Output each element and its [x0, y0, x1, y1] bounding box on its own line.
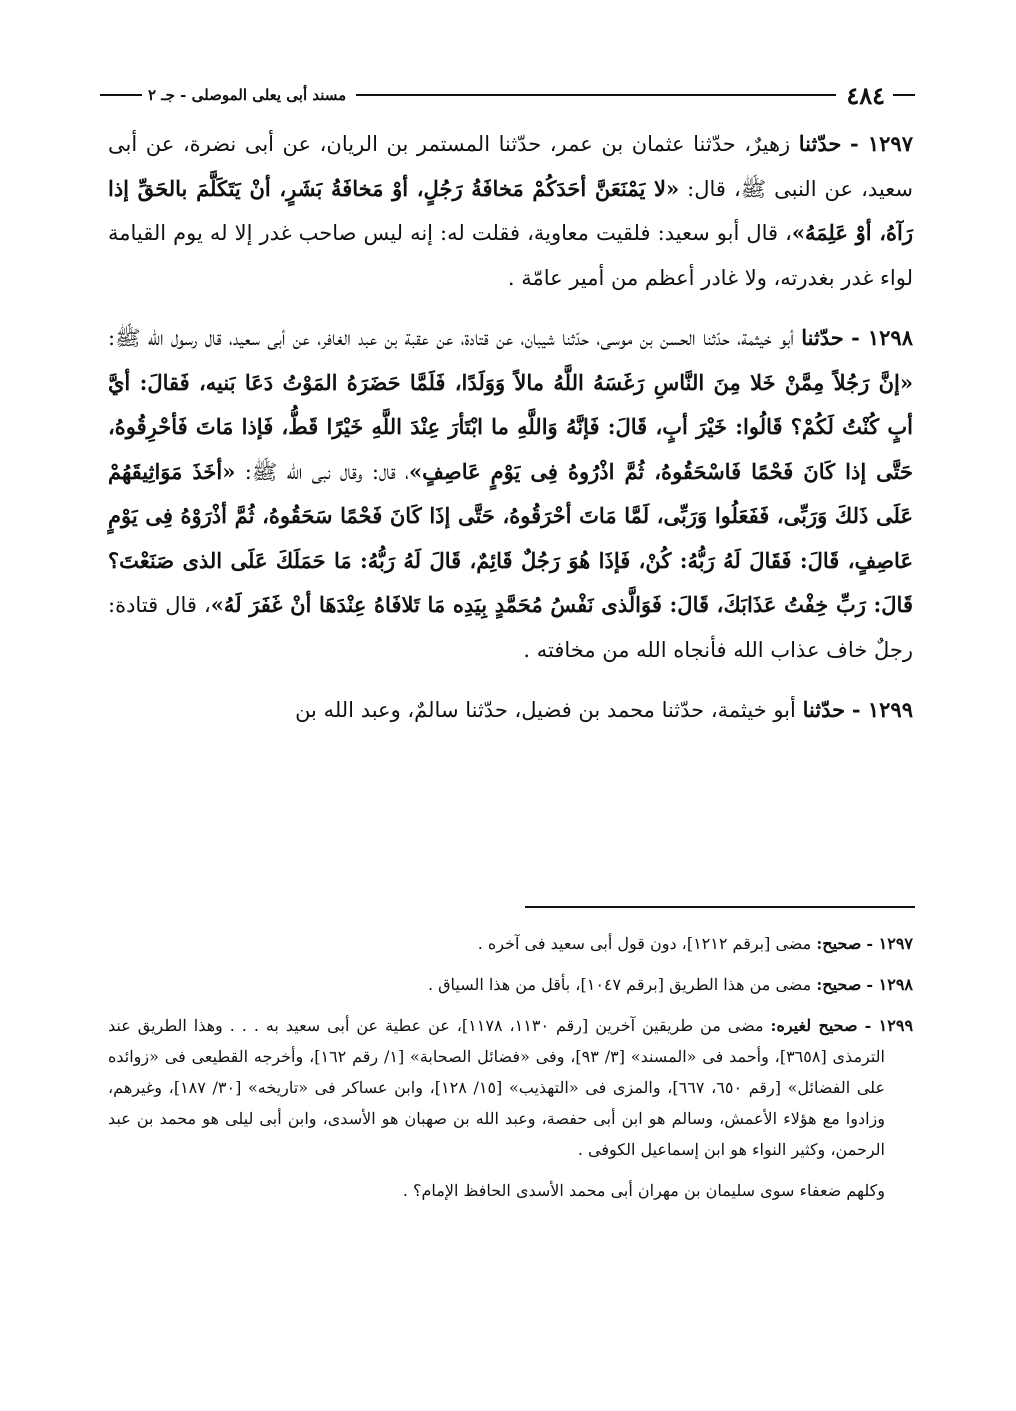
hadith-quote: «إنَّ رَجُلاً مِمَّنْ خَلا مِنَ النَّاسِ رَغَسَهُ اللَّهُ مالاً وَوَلَدًا، فَلَمَّا حَضَرَهُ المَوْتُ دَعَا بَنيه، فَقالَ: أيَّ أبٍ كُنْتُ لَكُمْ؟ قَالُوا: خَيْرَ أبٍ، قَالَ: فَإنَّهُ وَاللَّهِ ما ابْتَأرَ عِنْدَ اللَّهِ خَيْرًا قَطُّ، فَإذا مَاتَ فَأحْرِقُوهُ، حَتَّى إذا كَانَ فَحْمًا فَاسْحَقُوهُ، ثُمَّ اذْرُوهُ فِى يَوْمٍ عَاصِفٍ»	[108, 369, 913, 484]
footnote-number: ١٢٩٧ -	[866, 934, 913, 953]
haddathana-word: حدّثنا	[798, 131, 842, 156]
header-rule	[356, 94, 836, 96]
footnote-text: مضى من هذا الطريق [برقم ١٠٤٧]، بأقل من هذا السياق .	[427, 975, 812, 994]
footnote-number: ١٢٩٨ -	[866, 975, 913, 994]
hadith-quote: «أخَذَ مَوَاثِيقَهُمْ عَلَى ذَلكَ وَرَبِّى، فَفَعَلُوا وَرَبِّى، لَمَّا مَاتَ أحْرَقُوهُ، حَتَّى إذَا كَانَ فَحْمًا سَحَقُوهُ، ثُمَّ أذْرَوْهُ فِى يَوْمٍ عَاصِفٍ، قَالَ: فَقَالَ لَهُ رَبُّهُ: كُنْ، فَإذَا هُوَ رَجُلٌ قَائِمٌ، قَالَ لَهُ رَبُّهُ: مَا حَمَلَكَ عَلَى الذى صَنَعْتَ؟ قَالَ: رَبِّ خِفْتُ عَذَابَكَ، قَالَ: فَوَالَّذى نَفْسُ مُحَمَّدٍ بِيَدِه مَا تَلافَاهُ عِنْدَهَا أنْ غَفَرَ لَهُ»	[108, 458, 913, 617]
footnote-grade: صحيح لغيره:	[770, 1016, 858, 1035]
hadith-text: ، قال أبو سعيد: فلقيت معاوية، فقلت له: إنه ليس صاحب غدر إلا له يوم القيامة لواء غدر بغدرته، ولا غادر أعظم من أمير عامّة .	[108, 221, 913, 290]
footnote-1299-continuation: وكلهم ضعفاء سوى سليمان بن مهران أبى محمد الأسدى الحافظ الإمام؟ .	[402, 1181, 885, 1200]
main-text	[108, 122, 913, 749]
footnote-grade: صحيح:	[816, 934, 862, 953]
hadith-quote: «لا يَمْنَعَنَّ أحَدَكُمْ مَخافَةُ رَجُلٍ، أوْ مَخافَةُ بَشَرٍ، أنْ يَتَكَلَّمَ بالحَقِّ إذا رَآهُ، أوْ عَلِمَهُ»	[108, 175, 913, 245]
footnote-1299	[108, 1010, 913, 1165]
footnote-1297	[108, 928, 913, 959]
hadith-isnad: أبو خيثمة، حدّثنا محمد بن فضيل، حدّثنا سالمٌ، وعبد الله بن	[295, 698, 796, 722]
footnote-text: مضى [برقم ١٢١٢]، دون قول أبى سعيد فى آخره .	[477, 934, 812, 953]
running-title: مسند أبى يعلى الموصلى - جـ ٢	[148, 86, 347, 104]
footnote-text: مضى من طريقين آخرين [رقم ١١٣٠، ١١٧٨]، عن عطية عن أبى سعيد به . . . وهذا الطريق عند الترمذى [٣٦٥٨]، وأحمد فى «المسند» [٣/ ٩٣]، وفى «فضائل الصحابة» [١/ رقم ١٦٢]، وأخرجه القطيعى فى «زوائده على الفضائل» [رقم ٦٥٠، ٦٦٧]، والمزى فى «التهذيب» [١٥/ ١٢٨]، وابن عساكر فى «تاريخه» [٣٠/ ١٨٧]، وغيرهم، وزادوا مع هؤلاء الأعمش، وسالم هو ابن أبى حفصة، وعبد الله بن صهبان هو الأسدى، وابن أبى ليلى هو محمد بن عبد الرحمن، وكثير النواء هو ابن إسماعيل الكوفى .	[108, 1016, 885, 1159]
hadith-number: ١٢٩٩ -	[851, 697, 913, 722]
hadith-text: ، قال قتادة: رجلٌ خاف عذاب الله فأنجاه الله من مخافته .	[108, 593, 913, 662]
haddathana-word: حدّثنا	[801, 325, 844, 350]
hadith-1299	[108, 688, 913, 733]
header-dash-right	[893, 94, 915, 96]
page-number: ٤٨٤	[846, 80, 885, 110]
footnotes	[108, 928, 913, 1216]
haddathana-word: حدّثنا	[802, 697, 846, 722]
hadith-isnad: زهيرٌ، حدّثنا عثمان بن عمر، حدّثنا المستمر بن الريان، عن أبى نضرة، عن أبى سعيد، عن النبى ﷺ، قال:	[108, 132, 913, 201]
footnote-separator	[525, 906, 915, 908]
hadith-isnad: أبو خيثمة، حدّثنا الحسن بن موسى، حدّثنا شيبان، عن قتادة، عن عقبة بن عبد الغافر، عن أبى سعيد، قال رسول الله ﷺ:	[108, 326, 794, 350]
hadith-1298	[108, 316, 913, 672]
page-header	[100, 78, 915, 112]
footnote-grade: صحيح:	[816, 975, 862, 994]
hadith-1297	[108, 122, 913, 300]
hadith-number: ١٢٩٨ -	[851, 325, 913, 350]
footnote-number: ١٢٩٩ -	[864, 1016, 914, 1035]
footnote-1298	[108, 969, 913, 1000]
header-dash-left	[100, 94, 142, 96]
hadith-number: ١٢٩٧ -	[849, 131, 913, 156]
hadith-text: ، قال: وقال نبى الله ﷺ:	[244, 459, 410, 484]
